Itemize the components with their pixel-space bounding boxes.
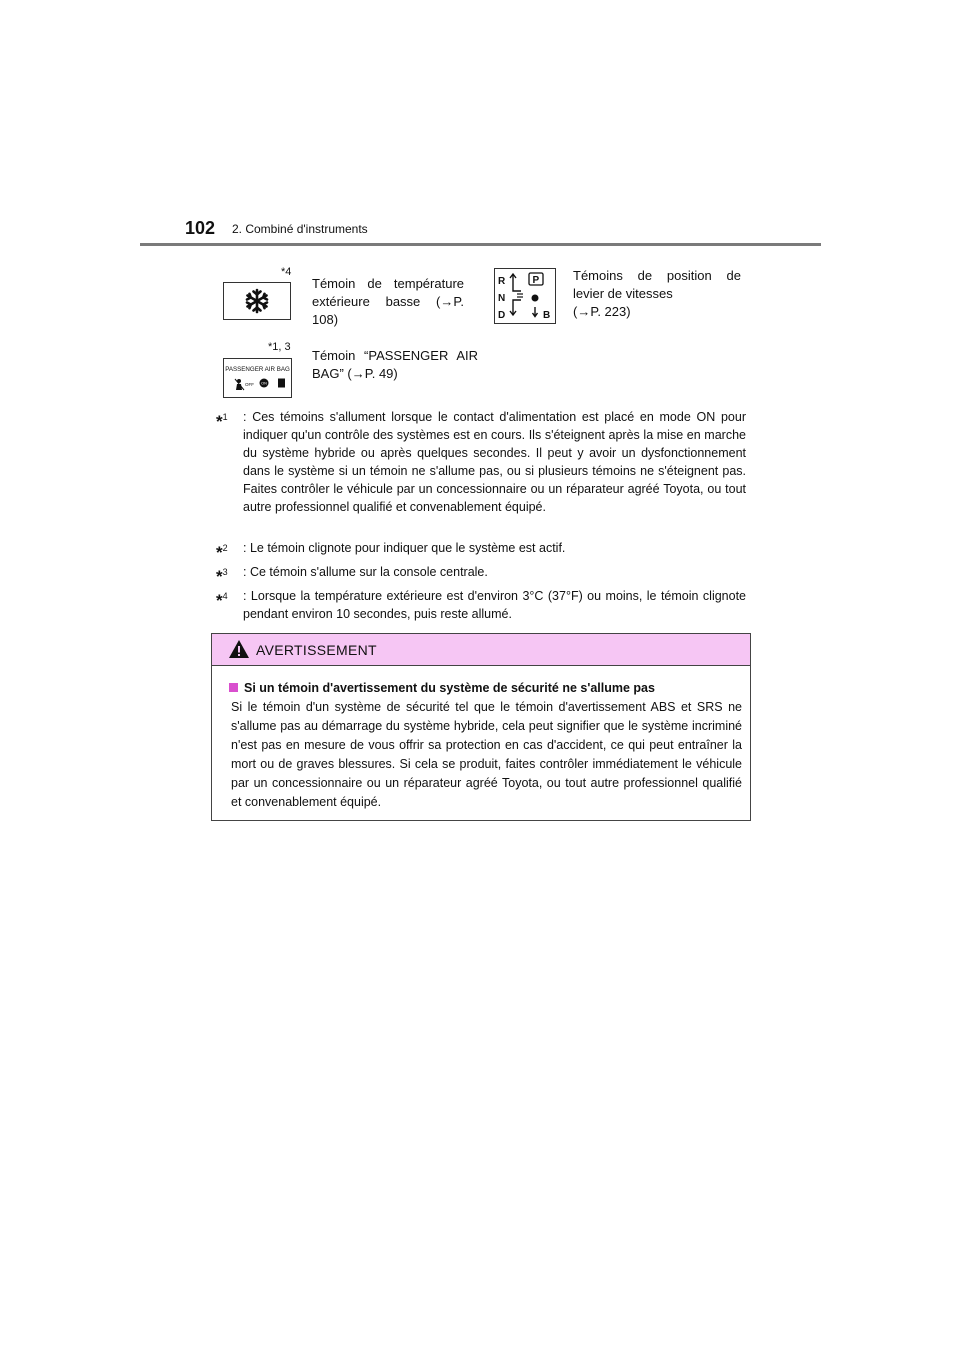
shift-label-r: R <box>498 276 506 287</box>
airbag-off-label: OFF <box>245 382 254 387</box>
warning-item-title: Si un témoin d'avertissement du système de sécurité ne s'allume pas <box>229 681 655 695</box>
description-line-justified <box>573 267 741 285</box>
footnote <box>216 563 746 587</box>
passenger-airbag-icon <box>223 358 292 398</box>
warning-triangle-icon <box>228 639 250 659</box>
description-line: (→P. 223) <box>573 304 631 319</box>
airbag-icon-text: PASSENGER AIR BAG <box>225 366 290 373</box>
shift-label-p: P <box>532 275 540 286</box>
warning-item-text: Si le témoin d'un système de sécurité tel que le témoin d'avertissement ABS et SRS ne s'allume pas au démarrage du système hybride, cela peut signifier que le système incriminé n'est pas en mesure de vous offrir sa protection en cas d'accident, ce qui peut entraîner la mort ou de graves blessures. Si cela se produit, faites contrôler immédiatement le véhicule par un concessionnaire ou un réparateur agréé Toyota, ou tout autre professionnel qualifié et convenablement équipé. <box>231 700 742 809</box>
word: de <box>726 268 741 283</box>
section-title: 2. Combiné d'instruments <box>232 222 368 236</box>
page-number: 102 <box>185 218 216 238</box>
footnote <box>216 408 746 516</box>
word: Témoins <box>573 268 623 283</box>
warning-box <box>211 633 751 821</box>
airbag-on-label: ON <box>261 381 267 386</box>
footnote <box>216 587 746 623</box>
snowflake-icon <box>223 282 291 320</box>
footnote-marker: *$^2$ <box>216 543 228 563</box>
indicator-marker: *1, 3 <box>268 341 291 353</box>
warning-header <box>212 634 750 666</box>
footnote-text: : Lorsque la température extérieure est d'environ 3°C (37°F) ou moins, le témoin clignote pendant environ 10 secondes, puis reste allumé. <box>243 589 746 621</box>
footnote-marker: *$^4$ <box>216 591 228 611</box>
description-line: levier de vitesses <box>573 286 673 301</box>
header-divider <box>140 243 821 246</box>
square-bullet-icon <box>229 683 238 692</box>
shift-label-d: D <box>498 310 506 321</box>
shift-label-n: N <box>498 293 506 304</box>
footnote-text: : Ces témoins s'allument lorsque le contact d'alimentation est placé en mode ON pour indiquer qu'un contrôle des systèmes est en cours. Ils s'éteignent après la mise en marche du système hybride ou après quelques secondes. Il peut y avoir un dysfonctionnement dans le système si un témoin ne s'allume pas, ou si plusieurs témoins ne s'éteignent pas. Faites contrôler le véhicule par un concessionnaire ou un réparateur agréé Toyota, ou tout autre professionnel qualifié et convenablement équipé. <box>243 410 746 514</box>
shift-position-icon <box>494 268 556 324</box>
footnote-text: : Le témoin clignote pour indiquer que le système est actif. <box>243 541 566 555</box>
word: de <box>637 268 653 283</box>
warning-title: AVERTISSEMENT <box>256 642 377 658</box>
footnote <box>216 539 746 563</box>
word: position <box>666 268 712 283</box>
footnote-marker: *$^1$ <box>216 412 228 432</box>
footnote-text: : Ce témoin s'allume sur la console centrale. <box>243 565 488 579</box>
indicator-description <box>573 267 741 321</box>
footnote-marker: *$^3$ <box>216 567 228 587</box>
indicator-description: Témoin de température extérieure basse (→P. 108) <box>312 276 464 327</box>
shift-label-b: B <box>543 310 551 321</box>
indicator-marker: *4 <box>281 266 292 278</box>
indicator-description: Témoin “PASSENGER AIR BAG” (→P. 49) <box>312 348 478 381</box>
